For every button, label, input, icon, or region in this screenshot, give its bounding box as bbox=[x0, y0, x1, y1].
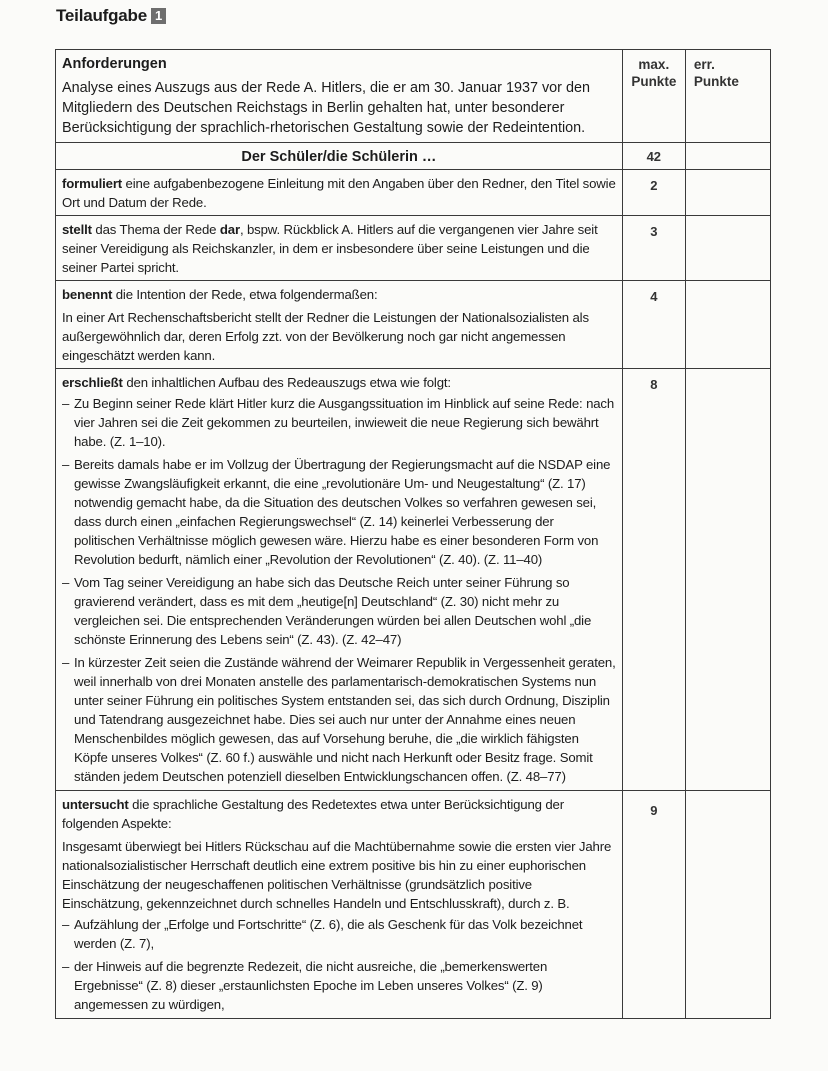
criterion-points: 4 bbox=[650, 289, 658, 304]
err-points-label: Punkte bbox=[693, 74, 739, 89]
max-points-label: Punkte bbox=[631, 74, 677, 89]
criterion-row bbox=[56, 170, 771, 216]
criterion-points: 3 bbox=[650, 224, 658, 239]
page-title: Teilaufgabe bbox=[56, 6, 148, 25]
task-number-badge: 1 bbox=[151, 8, 166, 24]
page-header bbox=[56, 6, 166, 26]
achieved-points-cell bbox=[685, 143, 770, 170]
bullet-list bbox=[62, 394, 616, 786]
total-points: 42 bbox=[646, 149, 662, 164]
achieved-points-cell bbox=[685, 216, 770, 281]
task-description: Analyse eines Auszugs aus der Rede A. Hitlers, die er am 30. Januar 1937 vor den Mitgliedern des Deutschen Reichstags in Berlin gehalten hat, unter besonderer Berücksichtigung der sprachlich-rhetorischen Gestaltung sowie der Redeintention. bbox=[62, 80, 590, 136]
achieved-points-cell bbox=[685, 281, 770, 369]
achieved-points-cell bbox=[685, 369, 770, 791]
requirements-cell bbox=[56, 50, 623, 143]
achieved-points-cell bbox=[685, 791, 770, 1019]
criterion-row bbox=[56, 791, 771, 1019]
achieved-points-header bbox=[685, 50, 770, 143]
criterion-text: formuliert eine aufgabenbezogene Einleitung mit den Angaben über den Redner, den Titel sowie Ort und Datum der Rede. bbox=[62, 176, 616, 210]
list-item: – In kürzester Zeit seien die Zustände während der Weimarer Republik in Vergessenheit geraten, weil innerhalb von drei Monaten anstelle des parlamentarisch-demokratischen Systems nun unter seiner Führung ein politisches System entstanden sei, das sich durch Ordnung, Disziplin und Tatendrang ausgezeichnet habe. Dies sei auch nur unter der Annahme eines neuen Menschenbildes möglich gewesen, das auf Vorsehung beruhe, die „die wirklich fähigsten Köpfe unseres Volkes“ (Z. 60 f.) auswähle und nicht nach Herkunft oder Besitz frage. Somit ständen jedem Deutschen potenziell dieselben Entwicklungschancen offen. (Z. 48–77) bbox=[62, 653, 616, 786]
bullet-list bbox=[62, 915, 616, 1014]
requirements-header-row bbox=[56, 50, 771, 143]
criterion-row bbox=[56, 281, 771, 369]
list-item: – Zu Beginn seiner Rede klärt Hitler kurz die Ausgangssituation im Hinblick auf seine Rede: nach vier Jahren sei die Zeit gekommen zu beurteilen, inwieweit die neue Regierung sich bewährt habe. (Z. 1–10). bbox=[62, 394, 616, 451]
max-points-header bbox=[622, 50, 685, 143]
criterion-text: stellt das Thema der Rede dar, bspw. Rückblick A. Hitlers auf die vergangenen vier Jahre seit seiner Vereidigung als Reichskanzler, in dem er insbesondere über seine Leistungen und die seiner Partei spricht. bbox=[62, 222, 598, 275]
criterion-row bbox=[56, 216, 771, 281]
criterion-text: erschließt den inhaltlichen Aufbau des Redeauszugs etwa wie folgt: – Zu Beginn seiner Rede klärt Hitler kurz die Ausgangssituation im Hinblick auf seine Rede: nach vier Jahren sei die Zeit gekommen zu beurteilen, inwieweit die neue Regierung sich bewährt habe. (Z. 1–10). – Bereits damals habe er im Vollzug der Übertragung der Regierungsmacht auf die NSDAP eine gewisse Zwangsläufigkeit erkannt, die eine „revolutionäre Um- und Neugestaltung“ (Z. 17) notwendig gemacht habe, da die Situation des deutschen Volkes so verfahren gewesen sei, dass durch einen „einfachen Regierungswechsel“ (Z. 14) keinerlei Verbesserung der politischen Verhältnisse möglich gewesen wäre. Hierzu habe es einer besonderen Form von Revolution bedurft, nämlich einer „Revolution der Revolutionen“ (Z. 40). (Z. 11–40) – Vom Tag seiner Vereidigung an habe sich das Deutsche Reich unter seiner Führung so gravierend verändert, dass es mit dem „heutige[n] Deutschland“ (Z. 30) nicht mehr zu vergleichen sei. Die entsprechenden Veränderungen würden bei allen Deutschen wohl „die schönste Erinnerung des Lebens sein“ (Z. 43). (Z. 42–47) – In kürzester Zeit seien die Zustände während der Weimarer Republik in Vergessenheit geraten, weil innerhalb von drei Monaten anstelle des parlamentarisch-demokratischen Systems nun unter seiner Führung ein politisches System entstanden sei, das sich durch Ordnung, Disziplin und Tatendrang ausgezeichnet habe. Dies sei auch nur unter der Annahme eines neuen Menschenbildes möglich gewesen, das auf Vorsehung beruhe, die „die wirklich fähigsten Köpfe unseres Volkes“ (Z. 60 f.) auswähle und nicht nach Herkunft oder Besitz frage. Somit ständen jedem Deutschen potenziell dieselben Entwicklungschancen offen. (Z. 48–77) bbox=[56, 369, 622, 790]
list-item: – Bereits damals habe er im Vollzug der Übertragung der Regierungsmacht auf die NSDAP eine gewisse Zwangsläufigkeit erkannt, die eine „revolutionäre Um- und Neugestaltung“ (Z. 17) notwendig gemacht habe, da die Situation des deutschen Volkes so verfahren gewesen sei, dass durch einen „einfachen Regierungswechsel“ (Z. 14) keinerlei Verbesserung der politischen Verhältnisse möglich gewesen wäre. Hierzu habe es einer besonderen Form von Revolution bedurft, nämlich einer „Revolution der Revolutionen“ (Z. 40). (Z. 11–40) bbox=[62, 455, 616, 569]
criterion-keyword: formuliert bbox=[62, 176, 123, 191]
assessment-table bbox=[55, 49, 771, 1019]
criterion-keyword: erschließt bbox=[62, 375, 123, 390]
criterion-keyword: stellt bbox=[62, 222, 92, 237]
criterion-detail: Insgesamt überwiegt bei Hitlers Rückschau auf die Machtübernahme sowie die ersten vier Jahre nationalsozialistischer Herrschaft deutlich eine extrem positive bis hin zu einer euphorischen Einschätzung der neugeschaffenen politischen Verhältnisse (grundsätzlich positive Einschätzung, gekennzeichnet durch schnelles Handeln und Entschlusskraft), durch z. B. bbox=[62, 839, 612, 911]
achieved-points-cell bbox=[685, 170, 770, 216]
criterion-points: 9 bbox=[650, 803, 658, 818]
max-label: max. bbox=[638, 57, 670, 72]
student-header-row bbox=[56, 143, 771, 170]
criterion-keyword: untersucht bbox=[62, 797, 129, 812]
list-item: – Aufzählung der „Erfolge und Fortschritte“ (Z. 6), die als Geschenk für das Volk bezeichnet werden (Z. 7), bbox=[62, 915, 616, 953]
criterion-detail: In einer Art Rechenschaftsbericht stellt der Redner die Leistungen der Nationalsozialisten als außergewöhnlich dar, deren Erfolg zzt. von der Bevölkerung noch gar nicht angemessen eingeschätzt werden kann. bbox=[62, 310, 589, 363]
student-header-label: Der Schüler/die Schülerin … bbox=[241, 149, 437, 165]
criterion-points: 8 bbox=[650, 377, 658, 392]
criterion-text: benennt die Intention der Rede, etwa folgendermaßen: In einer Art Rechenschaftsbericht stellt der Redner die Leistungen der Nationalsozialisten als außergewöhnlich dar, deren Erfolg zzt. von der Bevölkerung noch gar nicht angemessen eingeschätzt werden kann. bbox=[56, 281, 622, 368]
criterion-text: untersucht die sprachliche Gestaltung des Redetextes etwa unter Berücksichtigung der folgenden Aspekte: Insgesamt überwiegt bei Hitlers Rückschau auf die Machtübernahme sowie die ersten vier Jahre nationalsozialistischer Herrschaft deutlich eine extrem positive bis hin zu einer euphorischen Einschätzung der neugeschaffenen politischen Verhältnisse (grundsätzlich positive Einschätzung, gekennzeichnet durch schnelles Handeln und Entschlusskraft), durch z. B. – Aufzählung der „Erfolge und Fortschritte“ (Z. 6), die als Geschenk für das Volk bezeichnet werden (Z. 7), – der Hinweis auf die begrenzte Redezeit, die nicht ausreiche, die „bemerkenswerten Ergebnisse“ (Z. 8) dieser „erstaunlichsten Epoche im Leben unseres Volkes“ (Z. 9) angemessen zu würdigen, bbox=[56, 791, 622, 1018]
err-label: err. bbox=[693, 57, 715, 72]
criterion-points: 2 bbox=[650, 178, 658, 193]
list-item: – der Hinweis auf die begrenzte Redezeit, die nicht ausreiche, die „bemerkenswerten Ergebnisse“ (Z. 8) dieser „erstaunlichsten Epoche im Leben unseres Volkes“ (Z. 9) angemessen zu würdigen, bbox=[62, 957, 616, 1014]
requirements-heading: Anforderungen bbox=[62, 56, 167, 72]
list-item: – Vom Tag seiner Vereidigung an habe sich das Deutsche Reich unter seiner Führung so gravierend verändert, dass es mit dem „heutige[n] Deutschland“ (Z. 30) nicht mehr zu vergleichen sei. Die entsprechenden Veränderungen würden bei allen Deutschen wohl „die schönste Erinnerung des Lebens sein“ (Z. 43). (Z. 42–47) bbox=[62, 573, 616, 649]
criterion-row bbox=[56, 369, 771, 791]
criterion-keyword: dar bbox=[219, 222, 240, 237]
criterion-keyword: benennt bbox=[62, 287, 113, 302]
